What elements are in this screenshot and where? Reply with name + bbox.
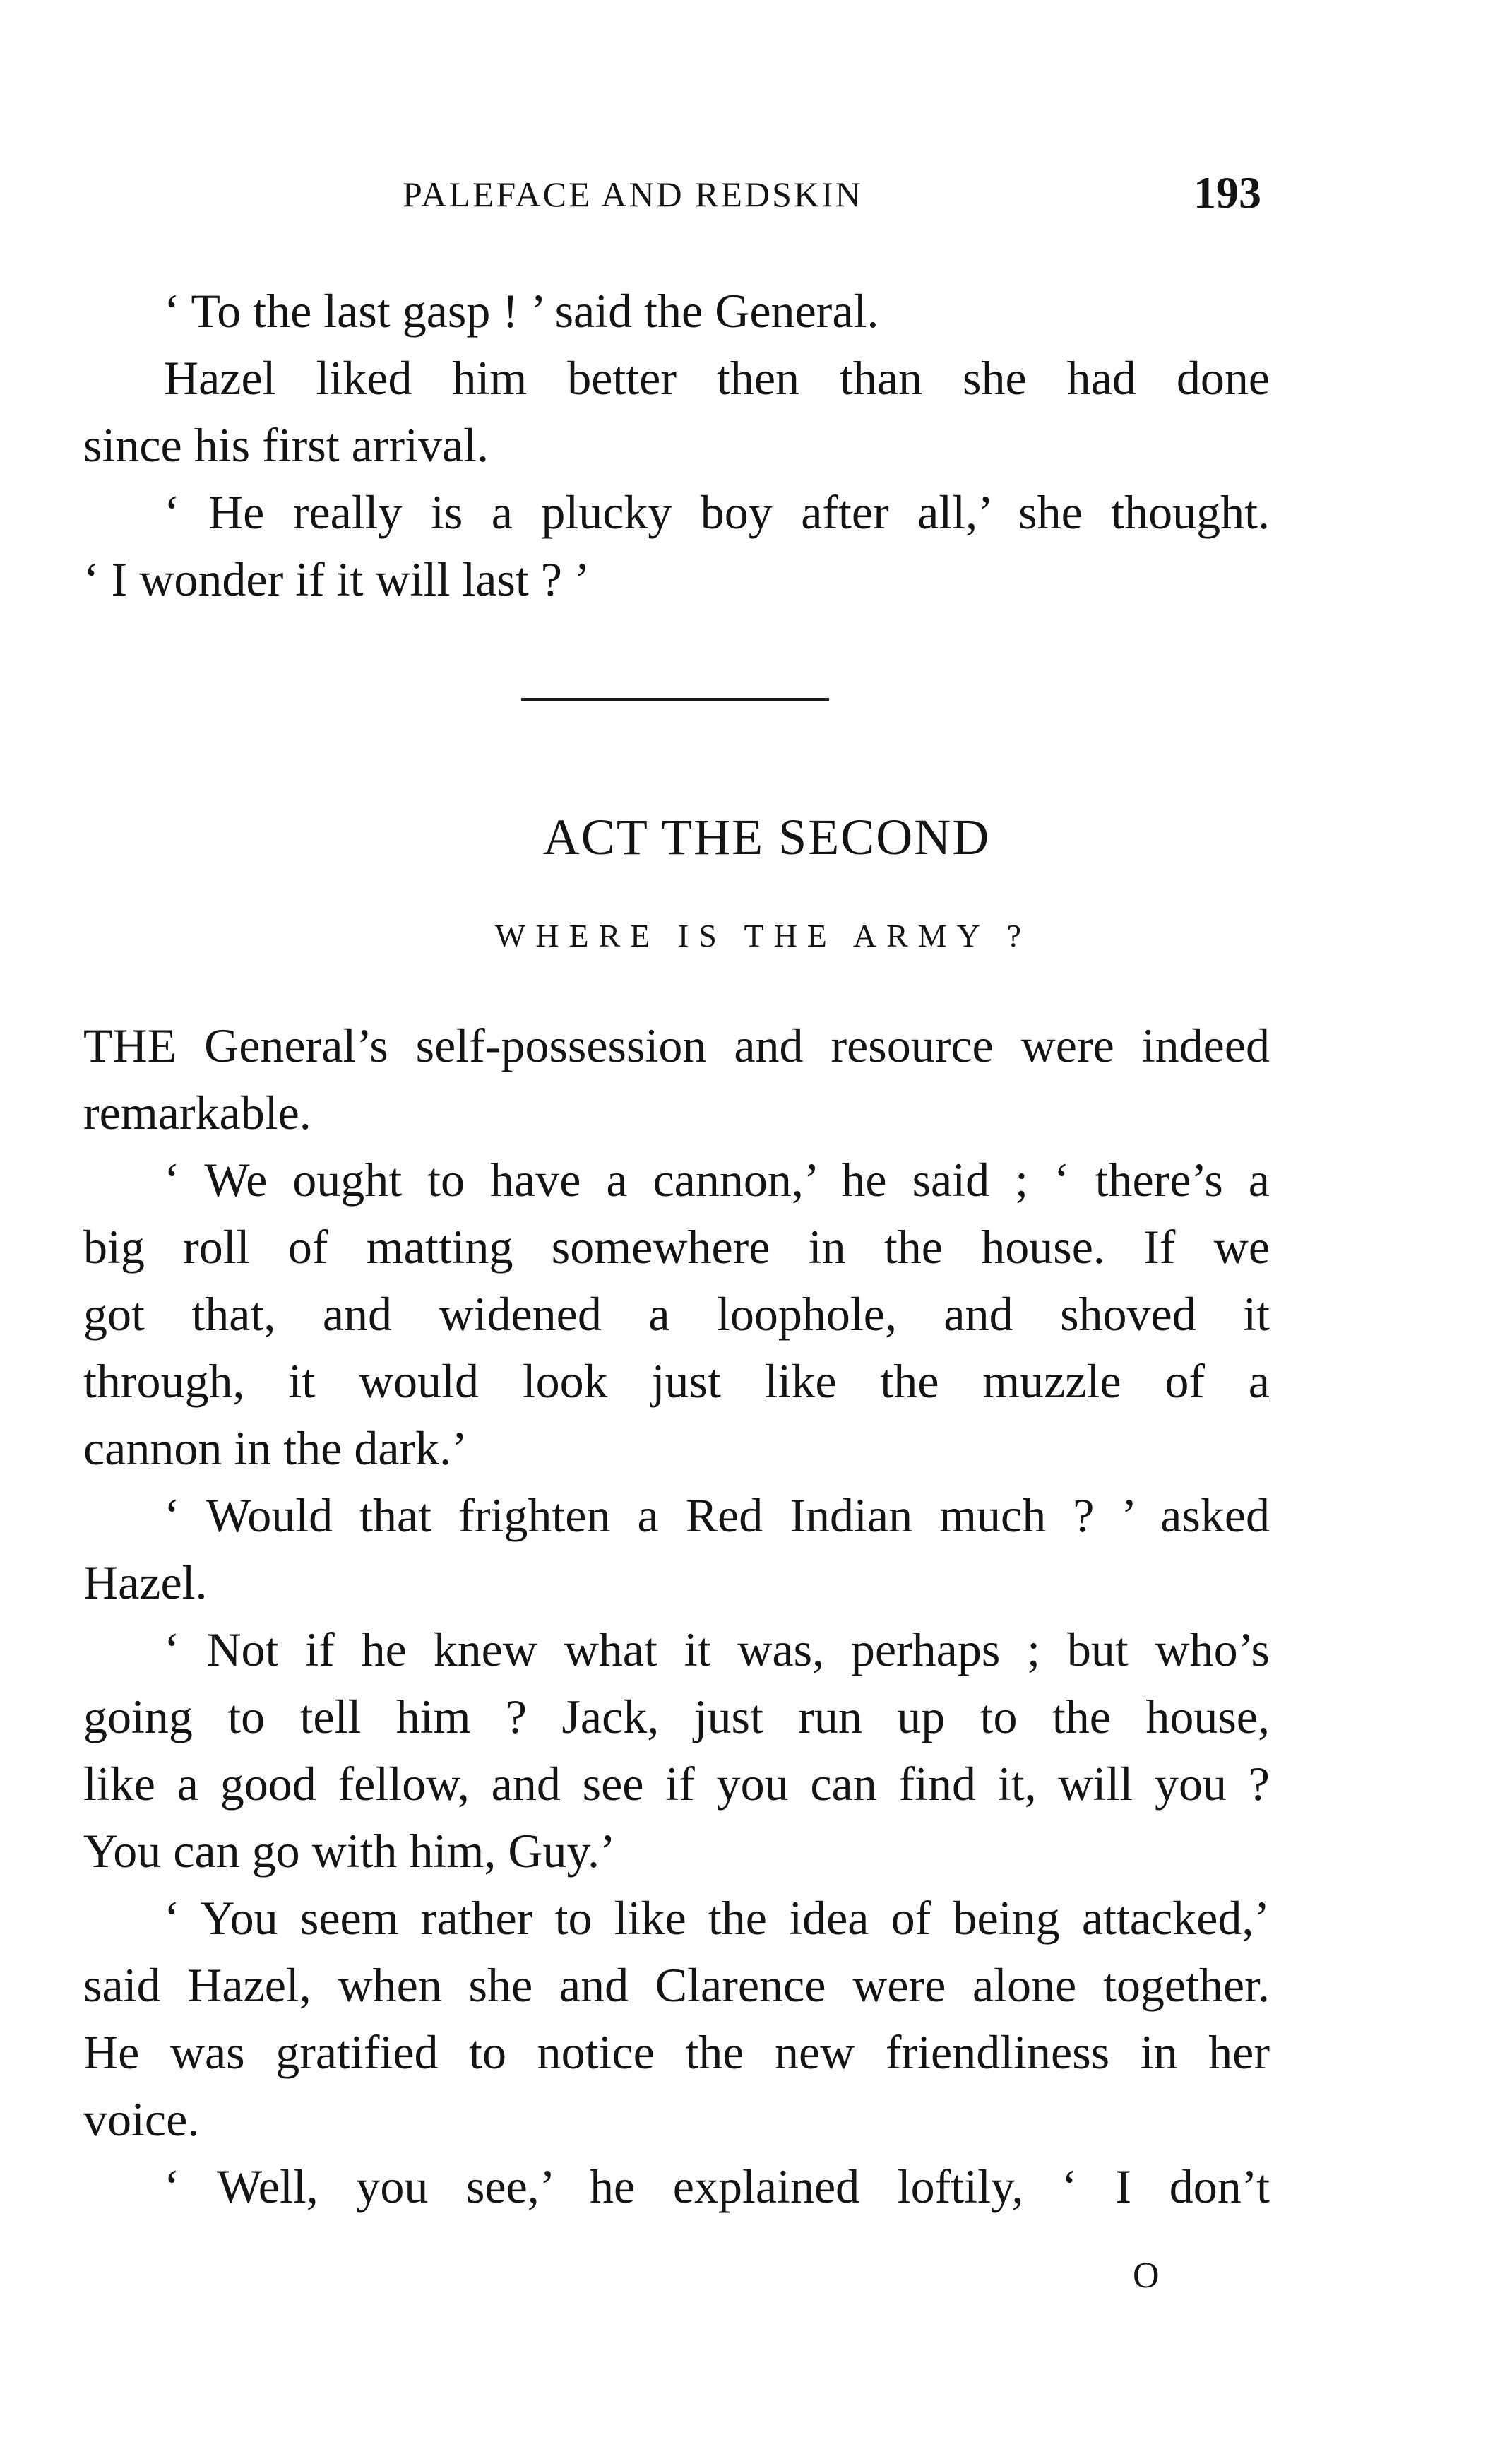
signature-mark: O — [1133, 2256, 1160, 2296]
running-title: PALEFACE AND REDSKIN — [403, 174, 863, 214]
text-line: ‘ Not if he knew what it was, perhaps ; but who’s — [164, 1623, 1270, 1676]
section-divider — [521, 698, 829, 701]
page-number: 193 — [1193, 167, 1261, 218]
text-line: since his first arrival. — [83, 418, 489, 472]
text-line: cannon in the dark.’ — [83, 1421, 468, 1475]
text-line: ‘ You seem rather to like the idea of being attacked,’ — [164, 1891, 1270, 1945]
text-line: going to tell him ? Jack, just run up to the house, — [83, 1690, 1270, 1743]
text-line: Hazel. — [83, 1556, 208, 1609]
section-subheading: WHERE IS THE ARMY ? — [494, 918, 1032, 954]
text-line: remarkable. — [83, 1086, 311, 1139]
section-heading: ACT THE SECOND — [542, 809, 991, 865]
text-line: through, it would look just like the muzzle of a — [83, 1354, 1270, 1408]
text-line: said Hazel, when she and Clarence were alone together. — [83, 1958, 1270, 2012]
text-line: You can go with him, Guy.’ — [83, 1824, 616, 1878]
text-line: ‘ Would that frighten a Red Indian much ? ’ asked — [164, 1488, 1270, 1542]
text-line: got that, and widened a loophole, and shoved it — [83, 1287, 1270, 1341]
text-line: Hazel liked him better then than she had done — [164, 351, 1270, 405]
text-line: He was gratified to notice the new friendliness in her — [83, 2025, 1270, 2079]
text-line: voice. — [83, 2092, 200, 2146]
text-line: big roll of matting somewhere in the house. If we — [83, 1220, 1270, 1274]
text-line: ‘ To the last gasp ! ’ said the General. — [164, 284, 879, 338]
text-line: ‘ We ought to have a cannon,’ he said ; ‘ there’s a — [164, 1153, 1270, 1207]
text-line: ‘ He really is a plucky boy after all,’ she thought. — [164, 485, 1270, 539]
text-line: ‘ Well, you see,’ he explained loftily, ‘ I don’t — [164, 2159, 1270, 2213]
text-line: like a good fellow, and see if you can find it, will you ? — [83, 1757, 1270, 1811]
text-line: THE General’s self-possession and resource were indeed — [83, 1019, 1270, 1072]
text-line: ‘ I wonder if it will last ? ’ — [83, 552, 590, 606]
